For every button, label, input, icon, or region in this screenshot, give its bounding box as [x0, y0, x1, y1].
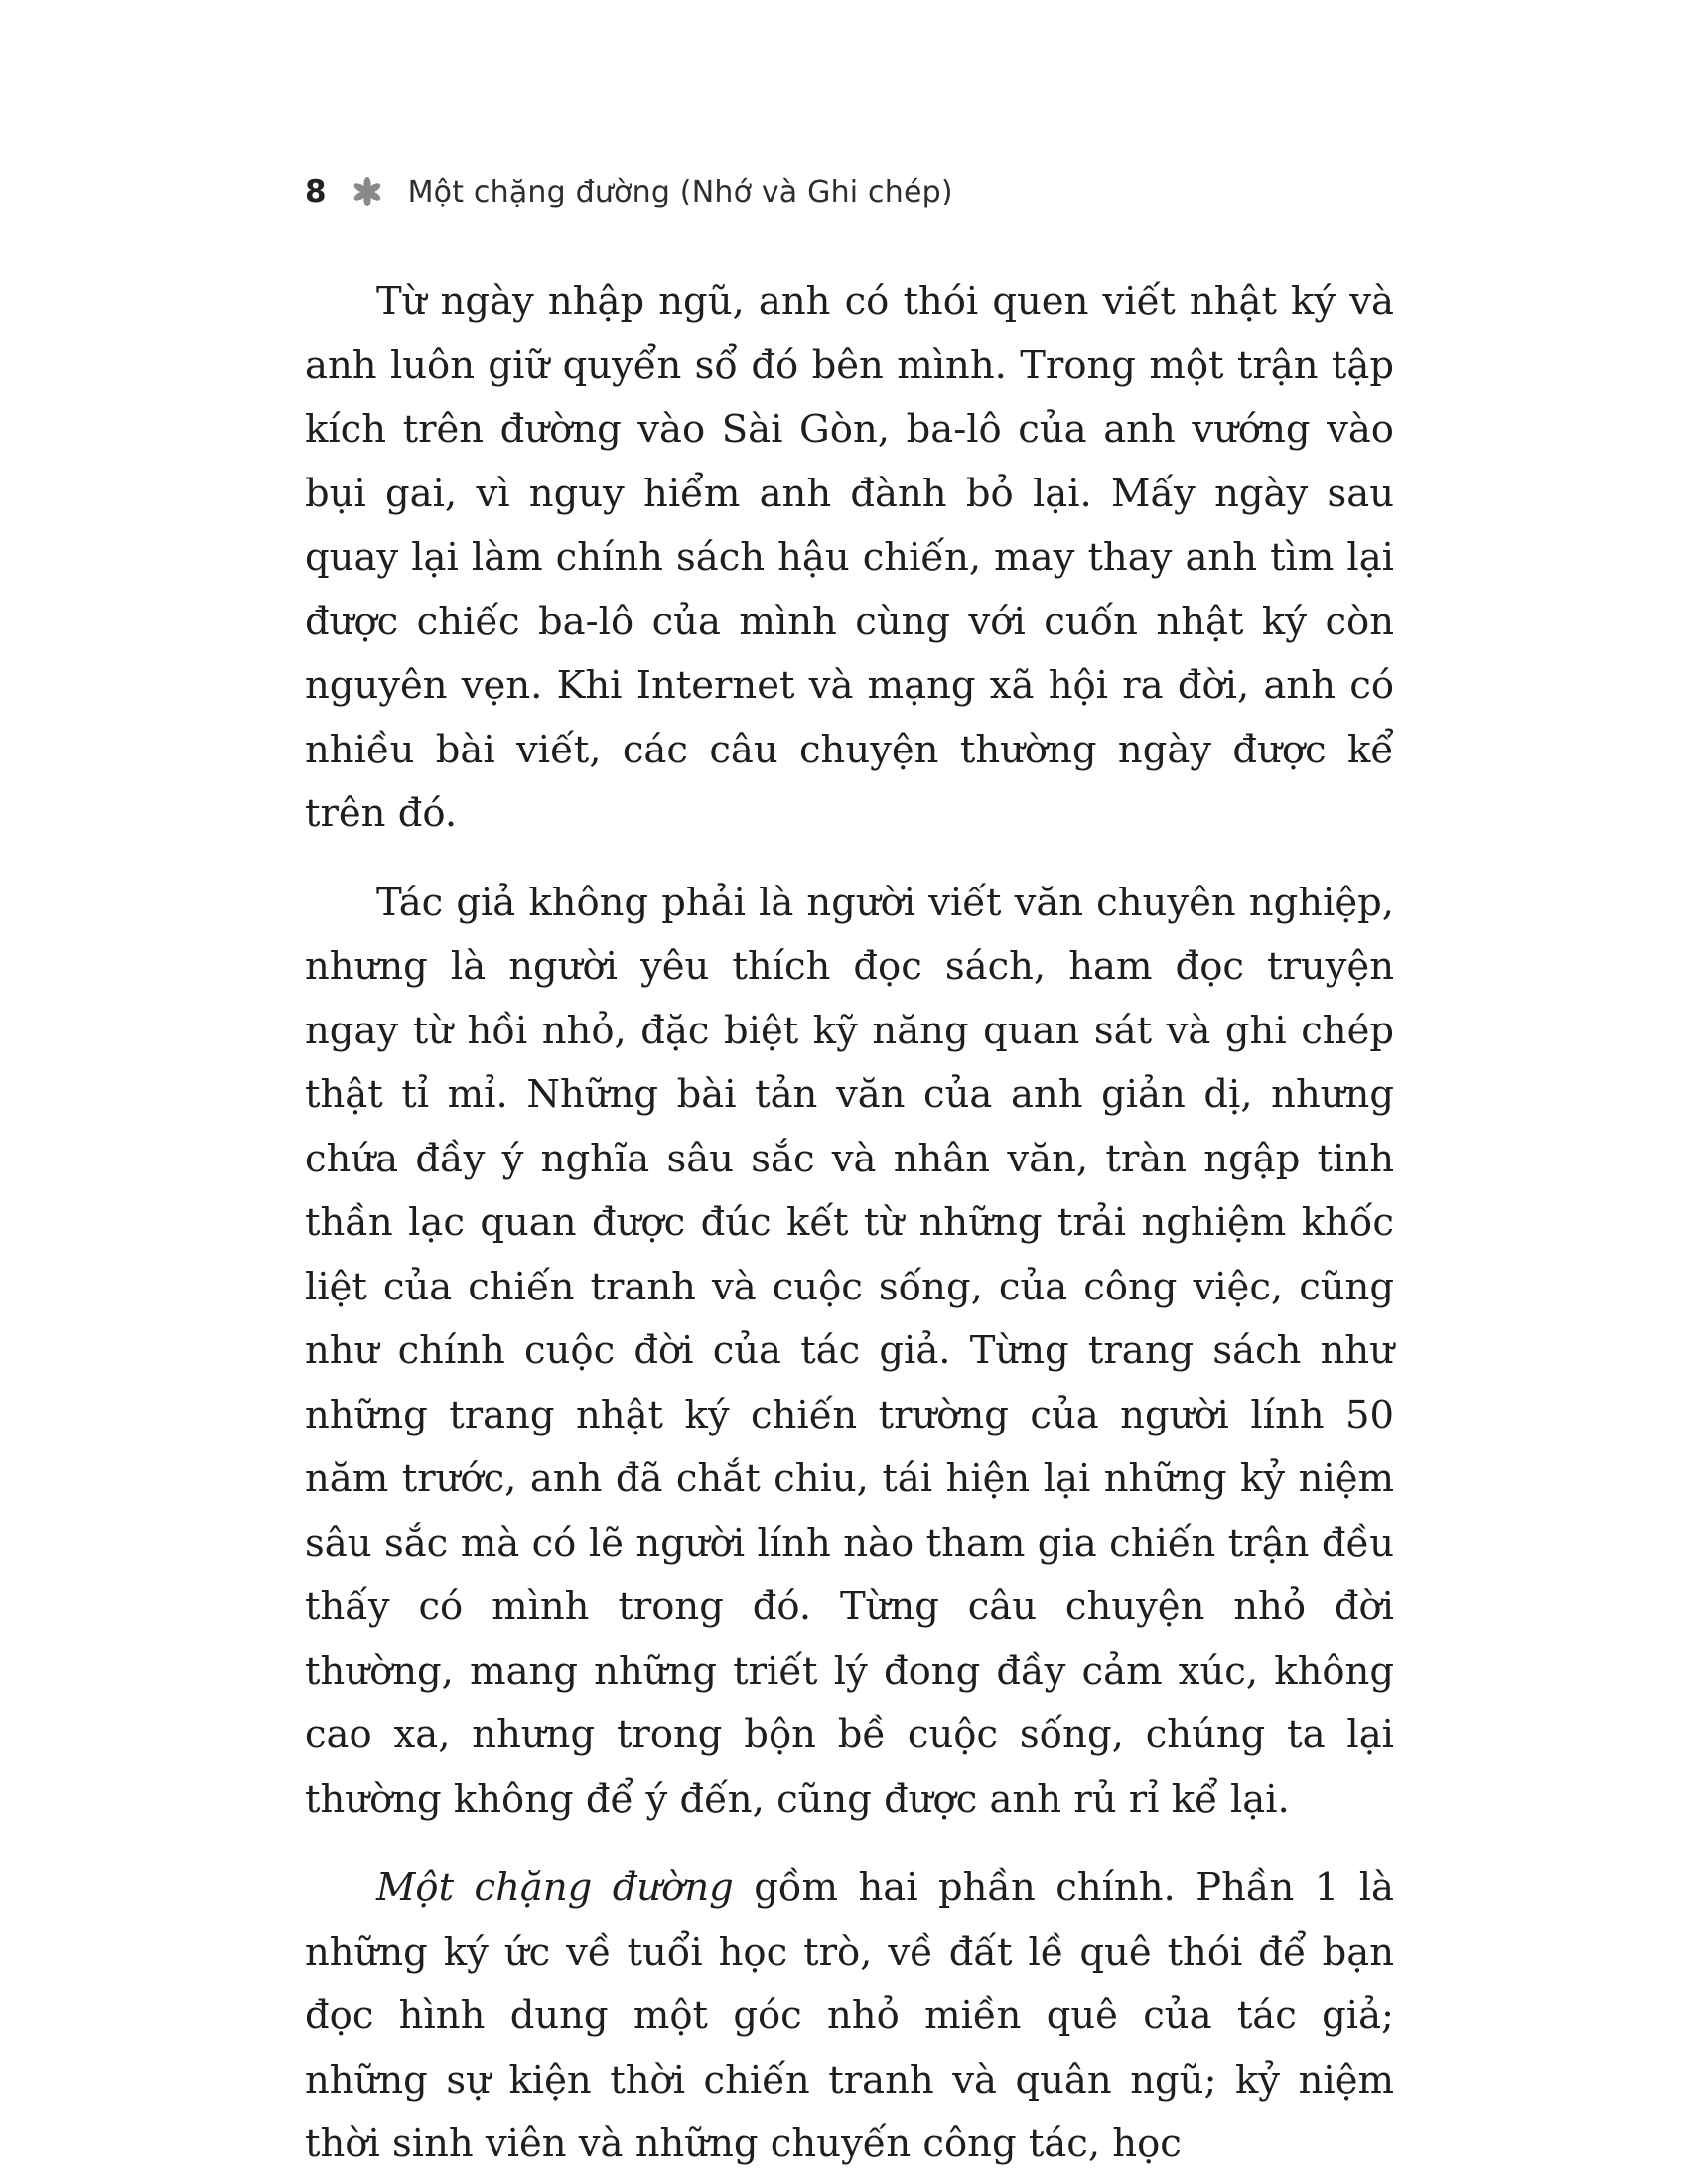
book-title-italic: Một chặng đường — [376, 1865, 734, 1910]
running-header-title: Một chặng đường (Nhớ và Ghi chép) — [407, 174, 953, 209]
body-text — [305, 270, 1394, 2177]
paragraph-3 — [305, 1856, 1394, 2177]
page-number: 8 — [305, 174, 327, 209]
paragraph-3-text: gồm hai phần chính. Phần 1 là những ký ức về tuổi học trò, về đất lề quê thói để bạn đọc hình dung một góc nhỏ miền quê của tác giả; những sự kiện thời chiến tranh và quân ngũ; kỷ niệm thời sinh viên và những chuyến công tác, học — [305, 1865, 1394, 2166]
asterisk-flower-icon-svg — [352, 177, 382, 206]
paragraph-2: Tác giả không phải là người viết văn chuyên nghiệp, nhưng là người yêu thích đọc sách, ham đọc truyện ngay từ hồi nhỏ, đặc biệt kỹ năng quan sát và ghi chép thật tỉ mỉ. Những bài tản văn của anh giản dị, nhưng chứa đầy ý nghĩa sâu sắc và nhân văn, tràn ngập tinh thần lạc quan được đúc kết từ những trải nghiệm khốc liệt của chiến tranh và cuộc sống, của công việc, cũng như chính cuộc đời của tác giả. Từng trang sách như những trang nhật ký chiến trường của người lính 50 năm trước, anh đã chắt chiu, tái hiện lại những kỷ niệm sâu sắc mà có lẽ người lính nào tham gia chiến trận đều thấy có mình trong đó. Từng câu chuyện nhỏ đời thường, mang những triết lý đong đầy cảm xúc, không cao xa, nhưng trong bộn bề cuộc sống, chúng ta lại thường không để ý đến, cũng được anh rủ rỉ kể lại. — [305, 880, 1394, 1822]
running-header — [305, 167, 953, 216]
paragraph-1: Từ ngày nhập ngũ, anh có thói quen viết nhật ký và anh luôn giữ quyển sổ đó bên mình. Trong một trận tập kích trên đường vào Sài Gòn, ba-lô của anh vướng vào bụi gai, vì nguy hiểm anh đành bỏ lại. Mấy ngày sau quay lại làm chính sách hậu chiến, may thay anh tìm lại được chiếc ba-lô của mình cùng với cuốn nhật ký còn nguyên vẹn. Khi Internet và mạng xã hội ra đời, anh có nhiều bài viết, các câu chuyện thường ngày được kể trên đó. — [305, 279, 1394, 836]
asterisk-flower-icon — [352, 177, 382, 206]
